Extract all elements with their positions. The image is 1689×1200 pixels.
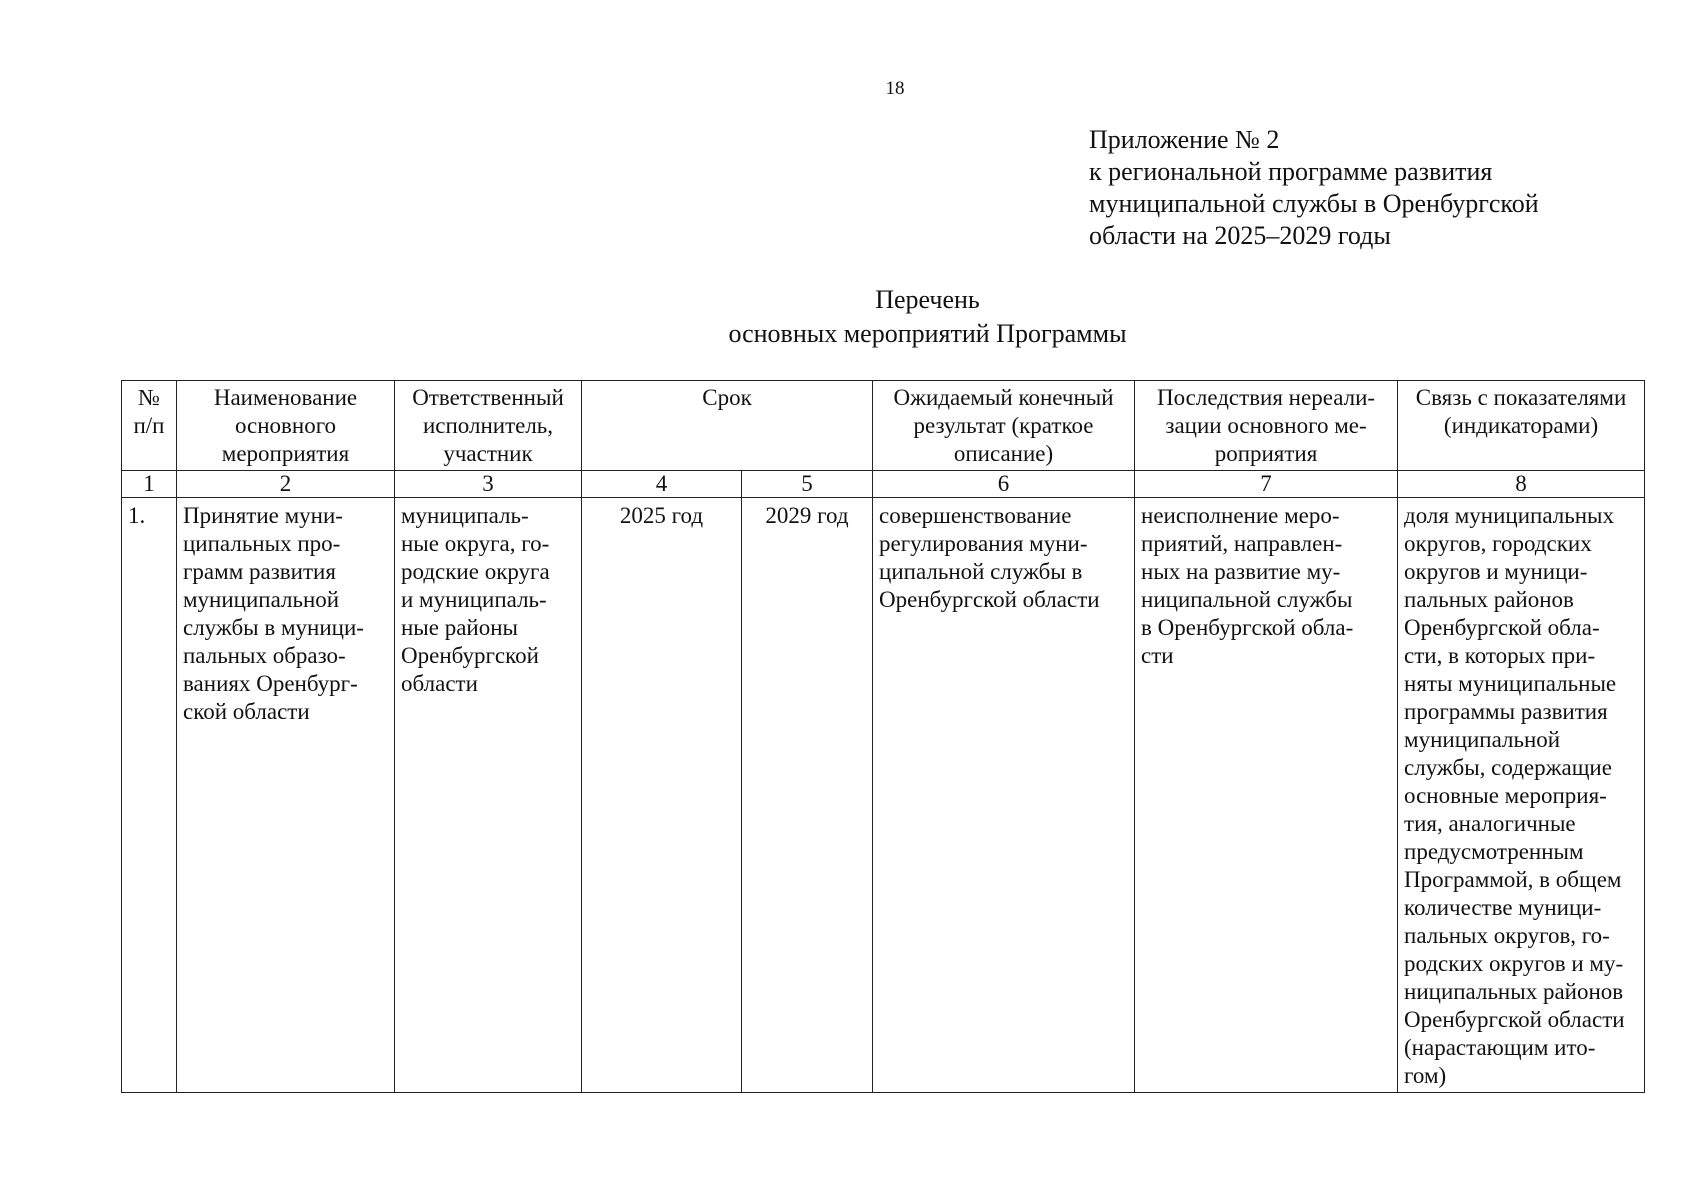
text-line: приятий, направлен- <box>1141 531 1343 556</box>
header-number <box>122 381 177 471</box>
text-line: совершенствование <box>879 503 1072 528</box>
table-row <box>122 498 1645 1093</box>
text-line: муниципальной <box>1404 727 1561 752</box>
appendix-line: Приложение № 2 <box>1089 125 1280 154</box>
text-line: зации основного ме- <box>1165 413 1367 438</box>
text-line: доля муниципальных <box>1404 503 1614 528</box>
text-line: основного <box>234 413 337 438</box>
text-line: № <box>138 385 160 410</box>
header-consequences <box>1135 381 1398 471</box>
header-executor <box>395 381 582 471</box>
text-line: округов, городских <box>1404 531 1592 556</box>
appendix-line: муниципальной службы в Оренбургской <box>1089 189 1539 218</box>
text-line: 2025 год <box>619 503 704 528</box>
text-line: Ответственный <box>412 385 564 410</box>
appendix-line: к региональной программе развития <box>1089 157 1493 186</box>
text-line: мероприятия <box>221 441 350 466</box>
text-line: в Оренбургской обла- <box>1141 615 1354 640</box>
text-line: службы в муници- <box>183 615 364 640</box>
column-number-row <box>122 471 1645 498</box>
text-line: ваниях Оренбург- <box>183 671 358 696</box>
text-line: п/п <box>133 413 165 438</box>
text-line: Принятие муни- <box>183 503 343 528</box>
text-line: Наименование <box>213 385 358 410</box>
cell-consequences <box>1135 498 1398 1093</box>
text-line: пальных округов, го- <box>1404 923 1610 948</box>
text-line: муниципаль- <box>401 503 529 528</box>
text-line: ниципальных районов <box>1404 979 1624 1004</box>
text-line: сти <box>1141 643 1174 668</box>
text-line: муниципальной <box>183 587 340 612</box>
title-line: основных мероприятий Программы <box>728 319 1127 348</box>
column-number: 2 <box>177 471 395 498</box>
text-line: Программой, в общем <box>1404 867 1622 892</box>
cell-measure-name <box>177 498 395 1093</box>
column-number: 7 <box>1135 471 1398 498</box>
text-line: пальных районов <box>1404 587 1574 612</box>
text-line: грамм развития <box>183 559 336 584</box>
text-line: Оренбургской области <box>879 587 1100 612</box>
text-line: родских округов и му- <box>1404 951 1624 976</box>
text-line: количестве муници- <box>1404 895 1602 920</box>
text-line: гом) <box>1404 1063 1447 1088</box>
column-number: 1 <box>122 471 177 498</box>
text-line: ные округа, го- <box>401 531 550 556</box>
text-line: тия, аналогичные <box>1404 811 1576 836</box>
column-number: 5 <box>742 471 873 498</box>
column-number: 4 <box>582 471 742 498</box>
text-line: 2029 год <box>765 503 849 528</box>
text-line: пальных образо- <box>183 643 346 668</box>
cell-indicators <box>1398 498 1645 1093</box>
text-line: программы развития <box>1404 699 1608 724</box>
appendix-line: области на 2025–2029 годы <box>1089 221 1391 250</box>
text-line: службы, содержащие <box>1404 755 1612 780</box>
text-line: Связь с показателями <box>1415 385 1627 410</box>
text-line: ципальной службы в <box>879 559 1083 584</box>
text-line: (индикаторами) <box>1443 413 1599 438</box>
text-line: регулирования муни- <box>879 531 1088 556</box>
header-expected-result <box>873 381 1135 471</box>
text-line: участник <box>443 441 533 466</box>
text-line: и муниципаль- <box>401 587 547 612</box>
document-title <box>0 283 1689 351</box>
text-line: основные мероприя- <box>1404 783 1607 808</box>
text-line: округов и муници- <box>1404 559 1588 584</box>
cell-row-number <box>122 498 177 1093</box>
cell-expected-result <box>873 498 1135 1093</box>
text-line: ные районы <box>401 615 518 640</box>
text-line: ных на развитие му- <box>1141 559 1341 584</box>
title-line: Перечень <box>875 285 980 314</box>
text-line: описание) <box>953 441 1054 466</box>
table-header-row <box>122 381 1645 471</box>
text-line: ниципальной службы <box>1141 587 1353 612</box>
cell-start-year <box>582 498 742 1093</box>
page-number: 18 <box>885 78 905 99</box>
text-line: Ожидаемый конечный <box>893 385 1114 410</box>
text-line: ской области <box>183 699 310 724</box>
text-line: предусмотренным <box>1404 839 1584 864</box>
column-number: 6 <box>873 471 1135 498</box>
measures-table <box>121 380 1645 1093</box>
text-line: ципальных про- <box>183 531 341 556</box>
text-line: неисполнение меро- <box>1141 503 1340 528</box>
header-term <box>582 381 873 471</box>
text-line: Оренбургской обла- <box>1404 615 1600 640</box>
column-number: 8 <box>1398 471 1645 498</box>
text-line: Последствия нереали- <box>1156 385 1376 410</box>
text-line: няты муниципальные <box>1404 671 1617 696</box>
appendix-block <box>1089 124 1539 252</box>
header-measure-name <box>177 381 395 471</box>
cell-end-year <box>742 498 873 1093</box>
text-line: результат (краткое <box>913 413 1094 438</box>
text-line: Оренбургской <box>401 643 539 668</box>
text-line: Срок <box>702 385 752 410</box>
text-line: (нарастающим ито- <box>1404 1035 1596 1060</box>
text-line: исполнитель, <box>422 413 554 438</box>
text-line: Оренбургской области <box>1404 1007 1625 1032</box>
column-number: 3 <box>395 471 582 498</box>
text-line: 1. <box>128 503 146 528</box>
cell-executor <box>395 498 582 1093</box>
header-indicators <box>1398 381 1645 471</box>
text-line: роприятия <box>1214 441 1318 466</box>
text-line: родские округа <box>401 559 550 584</box>
text-line: области <box>401 671 478 696</box>
text-line: сти, в которых при- <box>1404 643 1596 668</box>
